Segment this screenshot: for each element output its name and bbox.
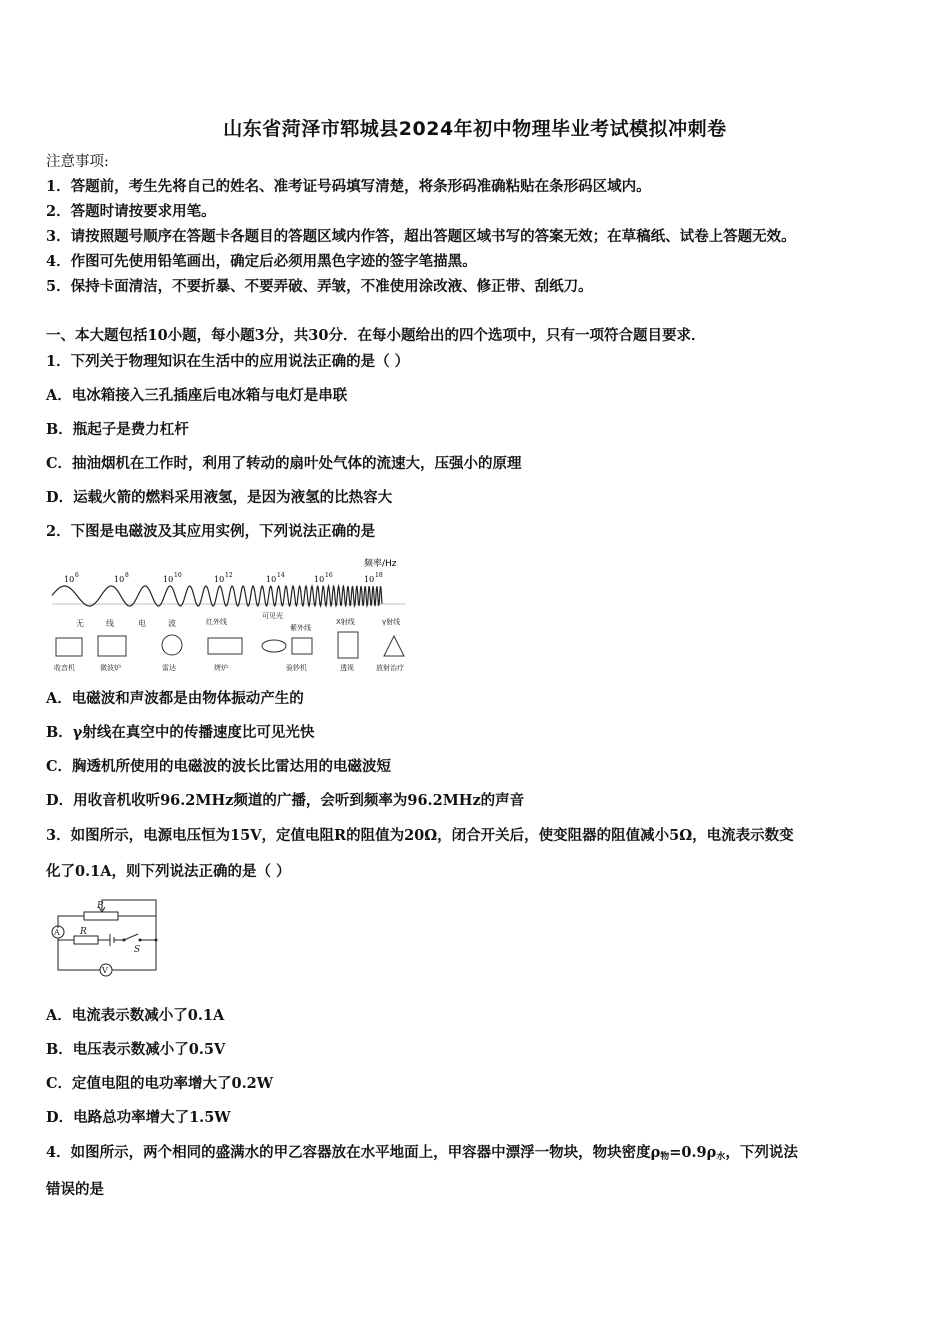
freq-tick-6: 10 <box>314 575 325 584</box>
q1-option-a: A．电冰箱接入三孔插座后电冰箱与电灯是串联 <box>46 387 348 404</box>
label-p: P <box>97 901 104 911</box>
band-ultraviolet: 紫外线 <box>290 624 311 632</box>
q4-stem-line-2: 错误的是 <box>46 1181 104 1198</box>
sub-wu: 物 <box>660 1152 670 1162</box>
xray-hand-icon <box>338 632 358 658</box>
device-microwave: 微波炉 <box>100 664 121 672</box>
device-radio: 收音机 <box>54 664 75 672</box>
rheostat <box>84 912 118 920</box>
freq-label: 频率/Hz <box>364 559 397 569</box>
band-gamma: γ射线 <box>382 618 401 626</box>
wire-slider <box>102 900 156 916</box>
q3-option-c: C．定值电阻的电功率增大了0.2W <box>46 1075 274 1092</box>
freq-exp-4: 12 <box>225 572 233 579</box>
freq-tick-3: 10 <box>163 575 174 584</box>
q3-option-d: D．电路总功率增大了1.5W <box>46 1109 231 1126</box>
sub-shui: 水 <box>716 1152 726 1162</box>
q4-stem-part-b: ，下列说法 <box>725 1144 798 1161</box>
freq-tick-7: 10 <box>364 575 375 584</box>
freq-tick-4: 10 <box>214 575 225 584</box>
freq-exp-6: 16 <box>325 572 333 579</box>
band-radio-1: 无 <box>76 619 84 628</box>
q2-option-c: C．胸透机所使用的电磁波的波长比雷达用的电磁波短 <box>46 758 392 775</box>
q2-option-d: D．用收音机收听96.2MHz频道的广播，会听到频率为96.2MHz的声音 <box>46 792 525 809</box>
em-wave <box>52 586 382 606</box>
q4-stem-line-1 <box>46 1143 916 1167</box>
freq-tick-2: 10 <box>114 575 125 584</box>
q2-option-b: B．γ射线在真空中的传播速度比可见光快 <box>46 724 315 741</box>
oven-icon <box>208 638 242 654</box>
freq-exp-7: 18 <box>375 572 383 579</box>
notice-item-4: 4．作图可先使用铅笔画出，确定后必须用黑色字迹的签字笔描黑。 <box>46 253 477 270</box>
freq-tick-5: 10 <box>266 575 277 584</box>
q3-stem-line-1: 3．如图所示，电源电压恒为15V，定值电阻R的阻值为20Ω，闭合开关后，使变阻器的阻值减小5Ω，电流表示数变 <box>46 827 794 844</box>
q3-option-a: A．电流表示数减小了0.1A <box>46 1007 225 1024</box>
resistor-r <box>74 936 98 944</box>
q1-stem: 1．下列关于物理知识在生活中的应用说法正确的是（ ） <box>46 353 410 370</box>
band-infrared: 红外线 <box>206 618 227 626</box>
em-spectrum-figure <box>46 552 416 676</box>
counterfeit-detector-icon <box>292 638 312 654</box>
page-title: 山东省菏泽市郓城县2024年初中物理毕业考试模拟冲刺卷 <box>223 118 727 140</box>
density-eq: =0.9 <box>669 1144 707 1161</box>
device-detector: 验钞机 <box>286 664 307 672</box>
radar-icon <box>162 635 182 655</box>
q1-option-b: B．瓶起子是费力杠杆 <box>46 421 189 438</box>
microwave-icon <box>98 636 126 656</box>
radio-icon <box>56 638 82 656</box>
notice-item-1: 1．答题前，考生先将自己的姓名、准考证号码填写清楚，将条形码准确粘贴在条形码区域内。 <box>46 178 651 195</box>
section-heading: 一、本大题包括10小题，每小题3分，共30分．在每小题给出的四个选项中，只有一项符合题目要求． <box>46 327 706 344</box>
device-radar: 雷达 <box>162 664 176 672</box>
device-radiotherapy: 放射治疗 <box>376 664 404 672</box>
notice-item-2: 2．答题时请按要求用笔。 <box>46 203 216 220</box>
label-a: A <box>54 928 60 937</box>
battery-icon <box>110 934 114 946</box>
circuit-diagram <box>44 894 168 982</box>
switch-contact-1 <box>123 939 126 942</box>
q3-stem-line-2: 化了0.1A，则下列说法正确的是（ ） <box>46 863 291 880</box>
junction-dot <box>155 939 158 942</box>
freq-exp-3: 10 <box>174 572 182 579</box>
band-radio-3: 电 <box>138 619 146 628</box>
q2-stem: 2．下图是电磁波及其应用实例，下列说法正确的是 <box>46 523 376 540</box>
freq-exp-5: 14 <box>277 572 285 579</box>
band-radio-2: 线 <box>106 619 114 628</box>
q2-option-a: A．电磁波和声波都是由物体振动产生的 <box>46 690 304 707</box>
q4-stem-part-a: 4．如图所示，两个相同的盛满水的甲乙容器放在水平地面上，甲容器中漂浮一物块，物块密度 <box>46 1144 651 1161</box>
band-xray: X射线 <box>336 618 355 626</box>
label-r: R <box>80 927 87 937</box>
eye-icon <box>262 640 286 652</box>
radiation-warning-icon <box>384 636 404 656</box>
band-visible: 可见光 <box>262 612 283 620</box>
q1-option-d: D．运载火箭的燃料采用液氢，是因为液氢的比热容大 <box>46 489 393 506</box>
switch-s <box>124 934 138 940</box>
rho-symbol-1: ρ <box>650 1144 661 1161</box>
label-s: S <box>134 945 141 955</box>
freq-exp-1: 6 <box>75 572 79 579</box>
label-v: V <box>102 966 108 975</box>
rho-symbol-2: ρ <box>706 1144 717 1161</box>
freq-tick-1: 10 <box>64 575 75 584</box>
q3-option-b: B．电压表示数减小了0.5V <box>46 1041 226 1058</box>
switch-contact-2 <box>139 939 142 942</box>
device-oven: 烤炉 <box>214 664 228 672</box>
device-xray: 透视 <box>340 664 354 672</box>
q1-option-c: C．抽油烟机在工作时，利用了转动的扇叶处气体的流速大，压强小的原理 <box>46 455 522 472</box>
freq-exp-2: 8 <box>125 572 129 579</box>
notice-item-3: 3．请按照题号顺序在答题卡各题目的答题区域内作答，超出答题区域书写的答案无效；在草稿纸、试卷上答题无效。 <box>46 228 796 245</box>
notice-heading: 注意事项: <box>46 154 109 170</box>
notice-item-5: 5．保持卡面清洁，不要折暴、不要弄破、弄皱，不准使用涂改液、修正带、刮纸刀。 <box>46 278 593 295</box>
band-radio-4: 波 <box>168 619 176 628</box>
